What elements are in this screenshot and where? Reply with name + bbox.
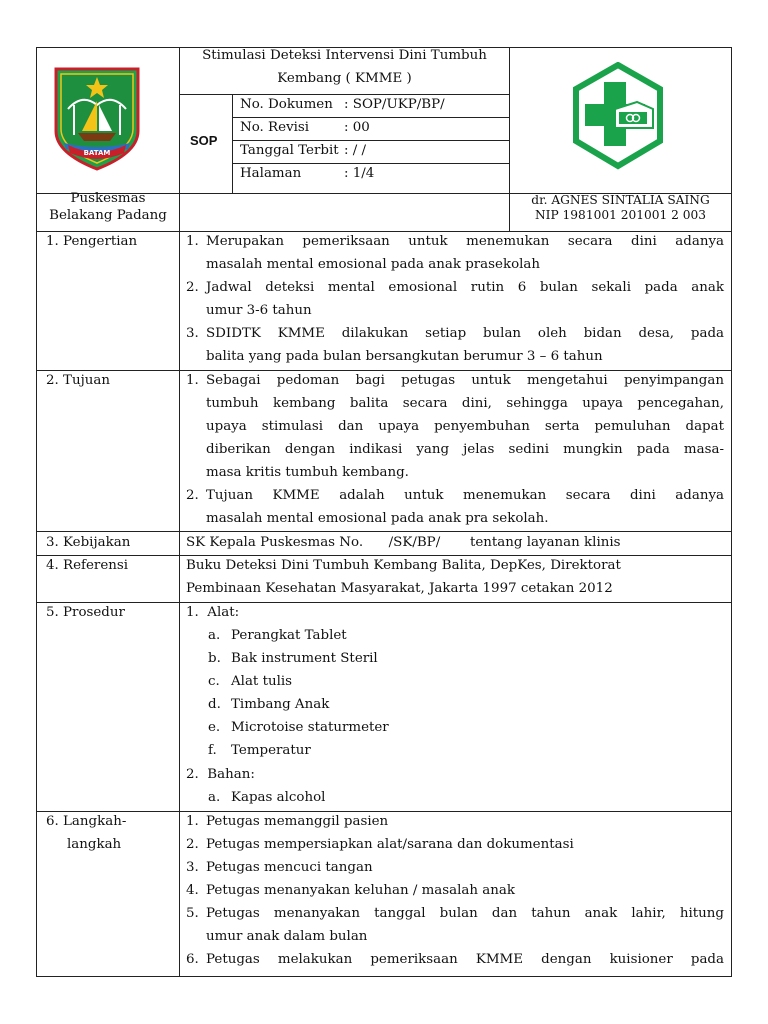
- alat-item: Perangkat Tablet: [231, 628, 347, 643]
- referensi-line2: Pembinaan Kesehatan Masyarakat, Jakarta 1997 cetakan 2012: [186, 581, 613, 596]
- langkah-3: Petugas mencuci tangan: [206, 860, 373, 875]
- alat-letter-a: a.: [208, 628, 221, 643]
- langkah-5-line2: umur anak dalam bulan: [206, 929, 368, 944]
- field-label-no-revisi: No. Revisi: [240, 120, 310, 135]
- tujuan-1-line1: Sebagai pedoman bagi petugas untuk mengetahui penyimpangan: [206, 373, 724, 388]
- bahan-item: Kapas alcohol: [231, 790, 326, 805]
- section-label-prosedur: 5. Prosedur: [46, 605, 125, 620]
- table-border-left: [36, 47, 37, 977]
- row-divider-5: [36, 602, 732, 603]
- kebijakan-text: SK Kepala Puskesmas No. /SK/BP/ tentang layanan klinis: [186, 535, 621, 550]
- alat-item: Bak instrument Steril: [231, 651, 378, 666]
- langkah-num-1: 1.: [186, 814, 199, 829]
- section-label-langkah: 6. Langkah-: [46, 814, 127, 829]
- label-column-divider: [179, 47, 180, 977]
- langkah-4: Petugas menanyakan keluhan / masalah anak: [206, 883, 515, 898]
- section-label-pengertian: 1. Pengertian: [46, 234, 138, 249]
- field-value-halaman: : 1/4: [344, 166, 375, 181]
- field-label-halaman: Halaman: [240, 166, 302, 181]
- pengertian-3-line1: SDIDTK KMME dilakukan setiap bulan oleh bidan desa, pada: [206, 326, 724, 341]
- pengertian-num-1: 1.: [186, 234, 199, 249]
- section-label-referensi: 4. Referensi: [46, 558, 129, 573]
- langkah-num-2: 2.: [186, 837, 199, 852]
- tujuan-2-line2: masalah mental emosional pada anak pra sekolah.: [206, 511, 549, 526]
- alat-letter-e: e.: [208, 720, 221, 735]
- prosedur-bahan-heading: 2. Bahan:: [186, 767, 255, 782]
- langkah-6-line1: Petugas melakukan pemeriksaan KMME dengan kuisioner pada: [206, 952, 724, 967]
- tujuan-1-line5: masa kritis tumbuh kembang.: [206, 465, 409, 480]
- alat-item: Timbang Anak: [231, 697, 330, 712]
- referensi-line1: Buku Deteksi Dini Tumbuh Kembang Balita, DepKes, Direktorat: [186, 558, 621, 573]
- signer-name: dr. AGNES SINTALIA SAING: [531, 193, 710, 207]
- section-label-kebijakan: 3. Kebijakan: [46, 535, 131, 550]
- table-border-bottom: [36, 976, 732, 977]
- alat-letter-f: f.: [208, 743, 217, 758]
- tujuan-num-2: 2.: [186, 488, 199, 503]
- tujuan-1-line2: tumbuh kembang balita secara dini, sehingga upaya pencegahan,: [206, 396, 724, 411]
- pengertian-num-2: 2.: [186, 280, 199, 295]
- section-label-langkah-line2: langkah: [67, 837, 122, 852]
- pengertian-2-line1: Jadwal deteksi mental emosional rutin 6 bulan sekali pada anak: [206, 280, 724, 295]
- pengertian-num-3: 3.: [186, 326, 199, 341]
- langkah-num-5: 5.: [186, 906, 199, 921]
- field-value-tanggal-terbit: : / /: [344, 143, 367, 158]
- field-value-no-dokumen: : SOP/UKP/BP/: [344, 97, 445, 112]
- alat-item: Microtoise staturmeter: [231, 720, 389, 735]
- pengertian-3-line2: balita yang pada bulan bersangkutan berumur 3 – 6 tahun: [206, 349, 603, 364]
- section-label-tujuan: 2. Tujuan: [46, 373, 110, 388]
- document-title-line2: Kembang ( KMME ): [277, 71, 412, 86]
- langkah-5-line1: Petugas menanyakan tanggal bulan dan tahun anak lahir, hitung: [206, 906, 724, 921]
- tujuan-1-line3: upaya stimulasi dan upaya penyembuhan serta pemuluhan dapat: [206, 419, 724, 434]
- langkah-1: Petugas memanggil pasien: [206, 814, 389, 829]
- field-label-tanggal-terbit: Tanggal Terbit: [240, 143, 339, 158]
- langkah-num-4: 4.: [186, 883, 199, 898]
- document-title-line1: Stimulasi Deteksi Intervensi Dini Tumbuh: [202, 48, 487, 63]
- tujuan-num-1: 1.: [186, 373, 199, 388]
- alat-item: Temperatur: [231, 743, 311, 758]
- pengertian-2-line2: umur 3-6 tahun: [206, 303, 312, 318]
- sop-label: SOP: [190, 133, 218, 148]
- pengertian-1-line2: masalah mental emosional pada anak prasekolah: [206, 257, 541, 272]
- alat-letter-c: c.: [208, 674, 220, 689]
- langkah-2: Petugas mempersiapkan alat/sarana dan dokumentasi: [206, 837, 574, 852]
- batam-logo-text: BATAM: [83, 149, 111, 157]
- prosedur-alat-heading: 1. Alat:: [186, 605, 240, 620]
- bahan-letter-a: a.: [208, 790, 221, 805]
- langkah-num-6: 6.: [186, 952, 199, 967]
- table-border-right: [731, 47, 732, 977]
- sop-divider: [232, 94, 233, 193]
- field-value-no-revisi: : 00: [344, 120, 370, 135]
- alat-letter-d: d.: [208, 697, 221, 712]
- alat-letter-b: b.: [208, 651, 221, 666]
- signer-nip: NIP 1981001 201001 2 003: [535, 208, 706, 222]
- org-name-line2: Belakang Padang: [49, 208, 167, 223]
- alat-item: Alat tulis: [231, 674, 293, 689]
- org-name-line1: Puskesmas: [70, 191, 146, 206]
- puskesmas-logo: [571, 62, 665, 170]
- langkah-num-3: 3.: [186, 860, 199, 875]
- tujuan-2-line1: Tujuan KMME adalah untuk menemukan secara dini adanya: [206, 488, 724, 503]
- field-label-no-dokumen: No. Dokumen: [240, 97, 333, 112]
- pengertian-1-line1: Merupakan pemeriksaan untuk menemukan secara dini adanya: [206, 234, 724, 249]
- tujuan-1-line4: diberikan dengan indikasi yang jelas sedini mungkin pada masa-: [206, 442, 724, 457]
- batam-logo: [52, 65, 142, 171]
